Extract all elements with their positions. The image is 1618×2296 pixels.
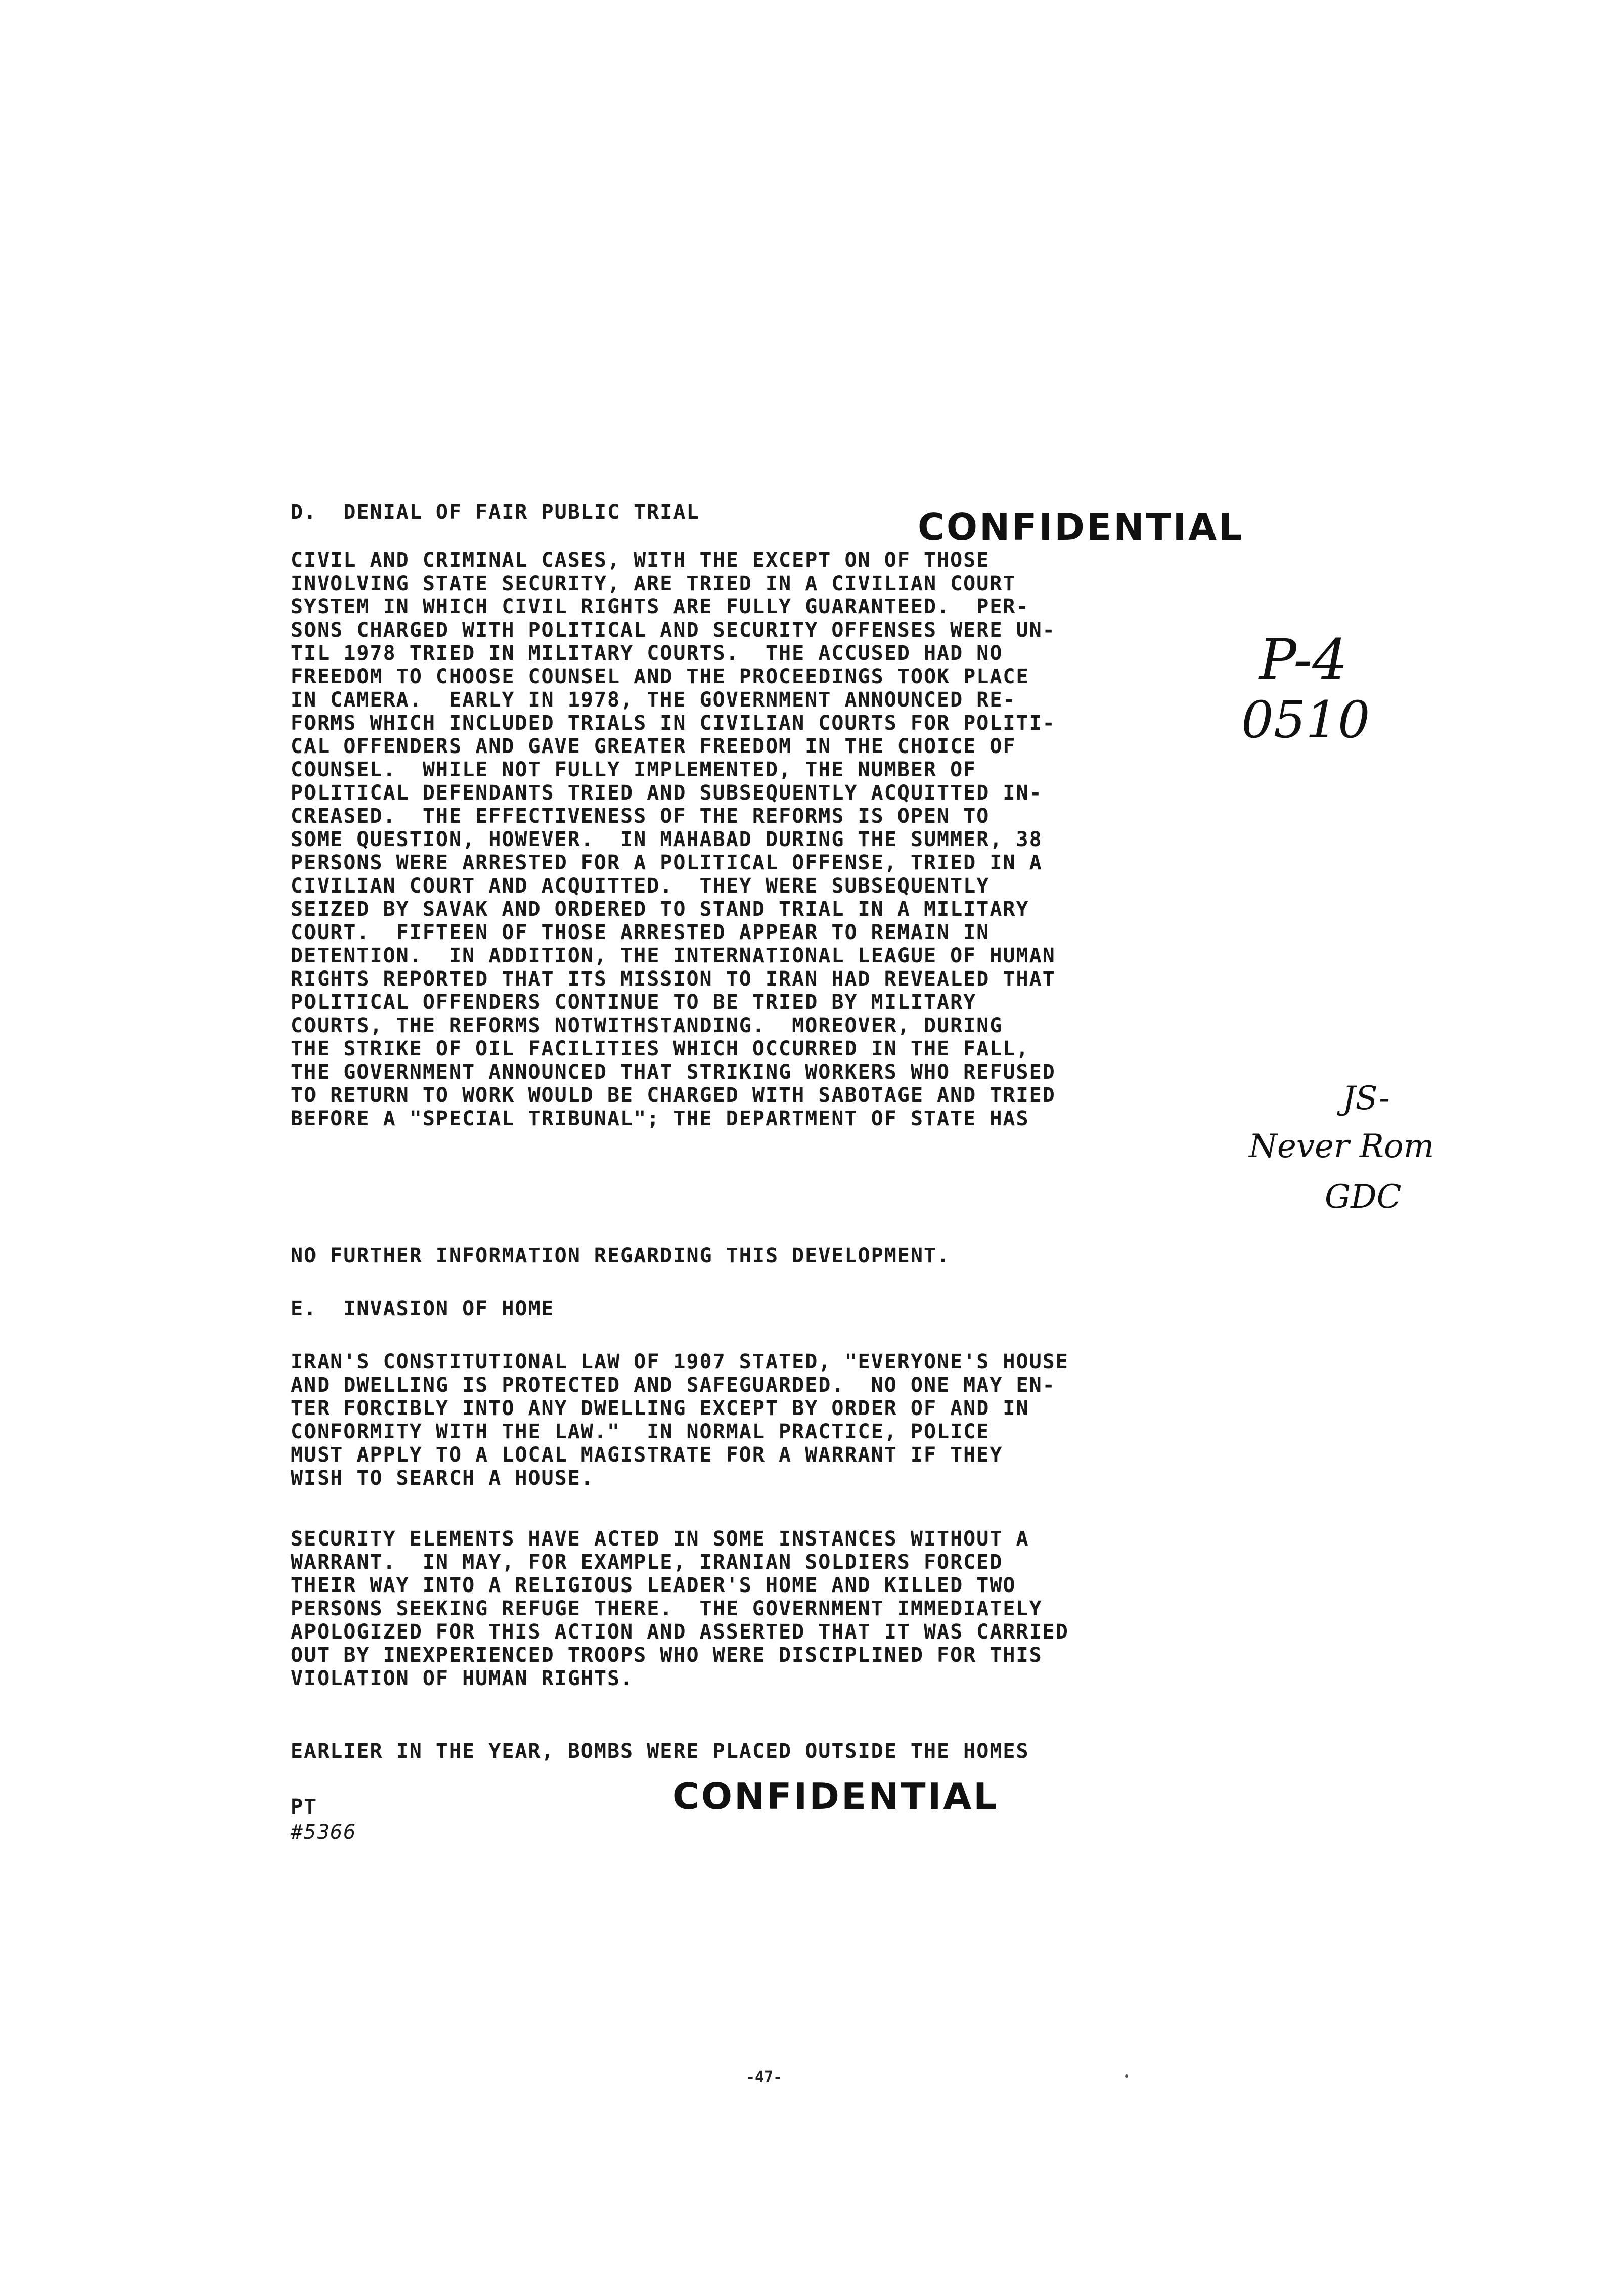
section-d-heading: D. DENIAL OF FAIR PUBLIC TRIAL	[291, 501, 700, 524]
section-e-p1-line: CONFORMITY WITH THE LAW." IN NORMAL PRACTICE, POLICE	[291, 1420, 990, 1443]
confidential-stamp-top: CONFIDENTIAL	[918, 506, 1244, 548]
section-d-line: CREASED. THE EFFECTIVENESS OF THE REFORMS IS OPEN TO	[291, 805, 990, 828]
section-d-line: CIVILIAN COURT AND ACQUITTED. THEY WERE SUBSEQUENTLY	[291, 874, 990, 898]
handwritten-note-line-2: GDC	[1325, 1178, 1402, 1216]
section-d-line: SONS CHARGED WITH POLITICAL AND SECURITY OFFENSES WERE UN-	[291, 619, 1056, 642]
section-d-line: TIL 1978 TRIED IN MILITARY COURTS. THE ACCUSED HAD NO	[291, 642, 1003, 665]
section-e-heading: E. INVASION OF HOME	[291, 1297, 555, 1320]
section-d-line: COUNSEL. WHILE NOT FULLY IMPLEMENTED, THE NUMBER OF	[291, 758, 977, 781]
section-d-closing-line: NO FURTHER INFORMATION REGARDING THIS DEVELOPMENT.	[291, 1244, 951, 1267]
section-e-p1-line: WISH TO SEARCH A HOUSE.	[291, 1467, 594, 1490]
section-e-p2-line: THEIR WAY INTO A RELIGIOUS LEADER'S HOME AND KILLED TWO	[291, 1574, 1016, 1597]
section-d-line: THE GOVERNMENT ANNOUNCED THAT STRIKING WORKERS WHO REFUSED	[291, 1061, 1056, 1084]
section-d-line: COURT. FIFTEEN OF THOSE ARRESTED APPEAR TO REMAIN IN	[291, 921, 990, 944]
section-d-line: DETENTION. IN ADDITION, THE INTERNATIONAL LEAGUE OF HUMAN	[291, 944, 1056, 967]
section-d-line: TO RETURN TO WORK WOULD BE CHARGED WITH SABOTAGE AND TRIED	[291, 1084, 1056, 1107]
section-d-line: CAL OFFENDERS AND GAVE GREATER FREEDOM IN THE CHOICE OF	[291, 735, 1016, 758]
section-d-line: FORMS WHICH INCLUDED TRIALS IN CIVILIAN COURTS FOR POLITI-	[291, 712, 1056, 735]
footer-initials: PT	[291, 1795, 318, 1819]
section-d-line: SEIZED BY SAVAK AND ORDERED TO STAND TRIAL IN A MILITARY	[291, 898, 1029, 921]
section-d-line: FREEDOM TO CHOOSE COUNSEL AND THE PROCEEDINGS TOOK PLACE	[291, 665, 1029, 688]
section-e-p2-line: SECURITY ELEMENTS HAVE ACTED IN SOME INSTANCES WITHOUT A	[291, 1527, 1029, 1551]
page-number: -47-	[746, 2068, 783, 2086]
section-e-p2-line: OUT BY INEXPERIENCED TROOPS WHO WERE DISCIPLINED FOR THIS	[291, 1644, 1043, 1667]
section-d-line: SOME QUESTION, HOWEVER. IN MAHABAD DURING THE SUMMER, 38	[291, 828, 1043, 851]
section-e-paragraph-2	[291, 1527, 1069, 1690]
footer-reference: #5366	[291, 1821, 357, 1844]
section-e-paragraph-1	[291, 1350, 1069, 1490]
section-e-p1-line: AND DWELLING IS PROTECTED AND SAFEGUARDED. NO ONE MAY EN-	[291, 1374, 1056, 1397]
confidential-stamp-bottom: CONFIDENTIAL	[672, 1775, 999, 1818]
section-d-line: BEFORE A "SPECIAL TRIBUNAL"; THE DEPARTMENT OF STATE HAS	[291, 1107, 1029, 1130]
scan-speck	[1125, 2074, 1128, 2078]
section-d-line: THE STRIKE OF OIL FACILITIES WHICH OCCURRED IN THE FALL,	[291, 1037, 1029, 1061]
section-d-line: SYSTEM IN WHICH CIVIL RIGHTS ARE FULLY GUARANTEED. PER-	[291, 595, 1029, 619]
section-e-paragraph-3: EARLIER IN THE YEAR, BOMBS WERE PLACED OUTSIDE THE HOMES	[291, 1740, 1029, 1763]
section-e-p1-line: TER FORCIBLY INTO ANY DWELLING EXCEPT BY ORDER OF AND IN	[291, 1397, 1029, 1420]
handwritten-initials: JS-	[1342, 1080, 1390, 1117]
handwritten-page-code: 0510	[1241, 690, 1370, 749]
section-e-p2-line: WARRANT. IN MAY, FOR EXAMPLE, IRANIAN SOLDIERS FORCED	[291, 1551, 1003, 1574]
section-e-p2-line: PERSONS SEEKING REFUGE THERE. THE GOVERNMENT IMMEDIATELY	[291, 1597, 1043, 1620]
section-e-p2-line: APOLOGIZED FOR THIS ACTION AND ASSERTED THAT IT WAS CARRIED	[291, 1620, 1069, 1644]
section-d-line: RIGHTS REPORTED THAT ITS MISSION TO IRAN HAD REVEALED THAT	[291, 967, 1056, 991]
section-d-line: PERSONS WERE ARRESTED FOR A POLITICAL OFFENSE, TRIED IN A	[291, 851, 1043, 874]
section-d-line: INVOLVING STATE SECURITY, ARE TRIED IN A CIVILIAN COURT	[291, 572, 1016, 595]
section-d-line: COURTS, THE REFORMS NOTWITHSTANDING. MOREOVER, DURING	[291, 1014, 1003, 1037]
section-e-p1-line: MUST APPLY TO A LOCAL MAGISTRATE FOR A WARRANT IF THEY	[291, 1443, 1003, 1467]
section-e-p1-line: IRAN'S CONSTITUTIONAL LAW OF 1907 STATED, "EVERYONE'S HOUSE	[291, 1350, 1069, 1374]
section-d-body	[291, 549, 1056, 1130]
section-d-line: POLITICAL OFFENDERS CONTINUE TO BE TRIED BY MILITARY	[291, 991, 977, 1014]
handwritten-note-line-1: Never Rom	[1249, 1128, 1434, 1165]
handwritten-page-mark: P-4	[1259, 627, 1348, 692]
section-d-line: POLITICAL DEFENDANTS TRIED AND SUBSEQUENTLY ACQUITTED IN-	[291, 781, 1043, 805]
section-d-line: CIVIL AND CRIMINAL CASES, WITH THE EXCEPT ON OF THOSE	[291, 549, 990, 572]
section-e-p2-line: VIOLATION OF HUMAN RIGHTS.	[291, 1667, 634, 1690]
section-d-line: IN CAMERA. EARLY IN 1978, THE GOVERNMENT ANNOUNCED RE-	[291, 688, 1016, 712]
